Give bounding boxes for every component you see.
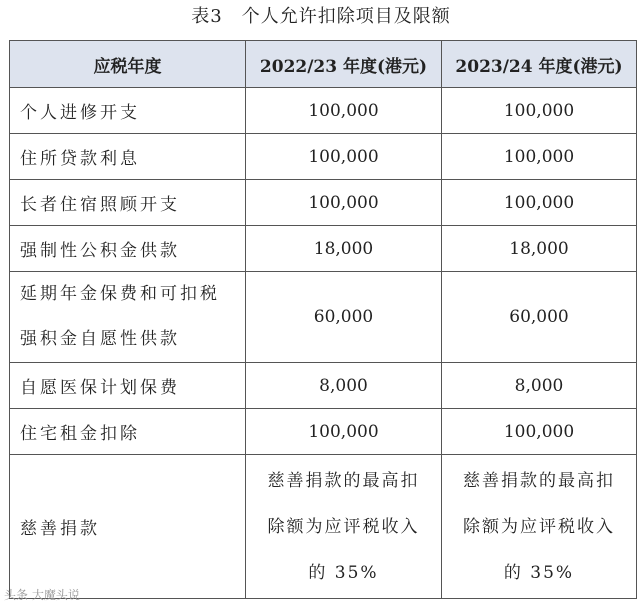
row-value-2022-23: 100,000 [246, 409, 442, 455]
header-tax-year: 应税年度 [10, 41, 246, 88]
row-value-2023-24: 8,000 [442, 363, 637, 409]
row-item-line: 强积金自愿性供款 [20, 329, 180, 349]
value-line: 除额为应评税收入 [463, 516, 615, 537]
table-row [10, 134, 637, 180]
row-value-2023-24: 100,000 [442, 180, 637, 226]
row-item-line: 延期年金保费和可扣税 [20, 284, 220, 304]
value-line: 慈善捐款的最高扣 [463, 470, 615, 491]
value-line: 的 35% [308, 562, 379, 583]
row-value-2022-23: 18,000 [246, 226, 442, 272]
row-value-2023-24: 60,000 [442, 272, 637, 363]
watermark: 头条 大魔头说 [4, 588, 80, 602]
table-header-row [10, 41, 637, 88]
row-value-2022-23: 8,000 [246, 363, 442, 409]
row-value-2022-23: 100,000 [246, 180, 442, 226]
header-2023-24: 2023/24 年度(港元) [442, 41, 637, 88]
header-2022-23: 2022/23 年度(港元) [246, 41, 442, 88]
row-item: 住宅租金扣除 [10, 409, 246, 455]
row-item: 住所贷款利息 [10, 134, 246, 180]
row-item: 自愿医保计划保费 [10, 363, 246, 409]
row-item: 个人进修开支 [10, 88, 246, 134]
row-value-2022-23 [246, 455, 442, 599]
table-row [10, 88, 637, 134]
row-item: 慈善捐款 [10, 455, 246, 599]
value-line: 慈善捐款的最高扣 [267, 470, 420, 491]
table-row [10, 180, 637, 226]
row-value-2022-23: 100,000 [246, 134, 442, 180]
table-row [10, 409, 637, 455]
value-line: 的 35% [503, 562, 575, 583]
table-row [10, 455, 637, 599]
table-row [10, 226, 637, 272]
row-value-2023-24 [442, 455, 637, 599]
deductions-table [9, 40, 637, 599]
table-caption: 表3 个人允许扣除项目及限额 [191, 6, 451, 27]
row-value-2022-23: 60,000 [246, 272, 442, 363]
row-value-2023-24: 100,000 [442, 134, 637, 180]
row-item: 长者住宿照顾开支 [10, 180, 246, 226]
row-value-2022-23: 100,000 [246, 88, 442, 134]
row-value-2023-24: 100,000 [442, 88, 637, 134]
row-item [10, 272, 246, 363]
row-value-2023-24: 100,000 [442, 409, 637, 455]
row-value-2023-24: 18,000 [442, 226, 637, 272]
table-row [10, 272, 637, 363]
value-line: 除额为应评税收入 [267, 516, 420, 537]
table-row [10, 363, 637, 409]
row-item: 强制性公积金供款 [10, 226, 246, 272]
